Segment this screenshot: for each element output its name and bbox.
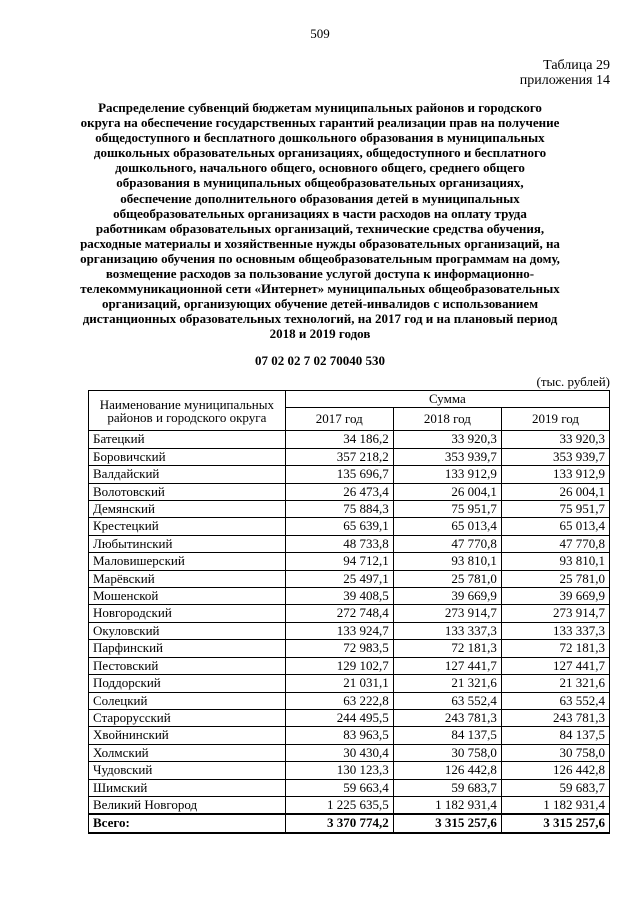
value-2017: 26 473,4 (285, 483, 393, 500)
district-name: Батецкий (89, 431, 286, 448)
value-2017: 21 031,1 (285, 675, 393, 692)
value-2018: 1 182 931,4 (393, 796, 501, 814)
value-2018: 21 321,6 (393, 675, 501, 692)
table-reference-line2: приложения 14 (519, 73, 610, 88)
value-2019: 133 337,3 (501, 622, 609, 639)
table-row (89, 675, 610, 692)
value-2017: 48 733,8 (285, 535, 393, 552)
district-name: Солецкий (89, 692, 286, 709)
value-2017: 30 430,4 (285, 744, 393, 761)
table-row (89, 605, 610, 622)
value-2018: 25 781,0 (393, 570, 501, 587)
value-2018: 63 552,4 (393, 692, 501, 709)
header-sum: Сумма (285, 391, 609, 408)
total-2017: 3 370 774,2 (285, 814, 393, 832)
value-2018: 353 939,7 (393, 448, 501, 465)
table-row (89, 570, 610, 587)
value-2018: 243 781,3 (393, 709, 501, 726)
value-2017: 244 495,5 (285, 709, 393, 726)
value-2019: 72 181,3 (501, 640, 609, 657)
table-row (89, 762, 610, 779)
header-year-2019: 2019 год (501, 408, 609, 431)
table-body (89, 431, 610, 814)
district-name: Великий Новгород (89, 796, 286, 814)
value-2019: 84 137,5 (501, 727, 609, 744)
value-2019: 273 914,7 (501, 605, 609, 622)
table-row (89, 466, 610, 483)
value-2019: 1 182 931,4 (501, 796, 609, 814)
value-2017: 272 748,4 (285, 605, 393, 622)
table-row (89, 692, 610, 709)
value-2017: 59 663,4 (285, 779, 393, 796)
value-2017: 94 712,1 (285, 553, 393, 570)
header-year-2017: 2017 год (285, 408, 393, 431)
value-2017: 34 186,2 (285, 431, 393, 448)
value-2019: 59 683,7 (501, 779, 609, 796)
value-2018: 126 442,8 (393, 762, 501, 779)
table-row (89, 657, 610, 674)
value-2019: 93 810,1 (501, 553, 609, 570)
value-2019: 21 321,6 (501, 675, 609, 692)
table-row (89, 448, 610, 465)
header-year-2018: 2018 год (393, 408, 501, 431)
table-row (89, 779, 610, 796)
value-2019: 133 912,9 (501, 466, 609, 483)
value-2018: 84 137,5 (393, 727, 501, 744)
value-2017: 39 408,5 (285, 588, 393, 605)
value-2018: 273 914,7 (393, 605, 501, 622)
value-2019: 39 669,9 (501, 588, 609, 605)
units-label: (тыс. рублей) (536, 374, 610, 389)
value-2019: 126 442,8 (501, 762, 609, 779)
value-2018: 75 951,7 (393, 501, 501, 518)
total-label: Всего: (89, 814, 286, 832)
value-2017: 83 963,5 (285, 727, 393, 744)
value-2018: 30 758,0 (393, 744, 501, 761)
table-row (89, 709, 610, 726)
table-row (89, 431, 610, 448)
header-name: Наименование муниципальных районов и городского округа (89, 391, 286, 431)
total-2018: 3 315 257,6 (393, 814, 501, 832)
value-2019: 65 013,4 (501, 518, 609, 535)
table-row (89, 518, 610, 535)
value-2017: 1 225 635,5 (285, 796, 393, 814)
value-2018: 47 770,8 (393, 535, 501, 552)
district-name: Холмский (89, 744, 286, 761)
district-name: Пестовский (89, 657, 286, 674)
district-name: Парфинский (89, 640, 286, 657)
document-title: Распределение субвенций бюджетам муниципальных районов и городского округа на обеспечение государственных гарантий реализации прав на получение общедоступного и бесплатного дошкольного образования в муниципальных дошкольных образовательных организациях, общедоступного и бесплатного дошкольного, начального общего, основного общего, среднего общего образования в муниципальных общеобразовательных организациях, обеспечение дополнительного образования детей в муниципальных общеобразовательных организациях в части расходов на оплату труда работникам образовательных организаций, технические средства обучения, расходные материалы и хозяйственные нужды образовательных организаций, на организацию обучения по основным общеобразовательным программам на дому, возмещение расходов за пользование услугой доступа к информационно-телекоммуникационной сети «Интернет» муниципальных общеобразовательных организаций, организующих обучение детей-инвалидов с использованием дистанционных образовательных технологий, на 2017 год и на плановый период 2018 и 2019 годов (80, 100, 560, 342)
value-2018: 39 669,9 (393, 588, 501, 605)
district-name: Шимский (89, 779, 286, 796)
value-2017: 135 696,7 (285, 466, 393, 483)
value-2018: 65 013,4 (393, 518, 501, 535)
value-2017: 65 639,1 (285, 518, 393, 535)
table-row (89, 622, 610, 639)
table-row (89, 535, 610, 552)
district-name: Валдайский (89, 466, 286, 483)
total-2019: 3 315 257,6 (501, 814, 609, 832)
district-name: Демянский (89, 501, 286, 518)
district-name: Поддорский (89, 675, 286, 692)
district-name: Окуловский (89, 622, 286, 639)
value-2019: 47 770,8 (501, 535, 609, 552)
value-2017: 72 983,5 (285, 640, 393, 657)
district-name: Хвойнинский (89, 727, 286, 744)
district-name: Маловишерский (89, 553, 286, 570)
value-2017: 130 123,3 (285, 762, 393, 779)
value-2018: 72 181,3 (393, 640, 501, 657)
district-name: Марёвский (89, 570, 286, 587)
district-name: Мошенской (89, 588, 286, 605)
value-2017: 129 102,7 (285, 657, 393, 674)
table-row (89, 483, 610, 500)
value-2019: 26 004,1 (501, 483, 609, 500)
value-2019: 75 951,7 (501, 501, 609, 518)
table-row (89, 553, 610, 570)
value-2018: 133 337,3 (393, 622, 501, 639)
value-2018: 133 912,9 (393, 466, 501, 483)
value-2019: 30 758,0 (501, 744, 609, 761)
district-name: Волотовский (89, 483, 286, 500)
table-row (89, 727, 610, 744)
table-reference (520, 58, 610, 88)
value-2018: 127 441,7 (393, 657, 501, 674)
subsidy-table (88, 390, 610, 834)
value-2018: 59 683,7 (393, 779, 501, 796)
district-name: Новгородский (89, 605, 286, 622)
value-2019: 127 441,7 (501, 657, 609, 674)
table-row (89, 744, 610, 761)
value-2017: 357 218,2 (285, 448, 393, 465)
page-number: 509 (310, 26, 330, 41)
table-reference-line1: Таблица 29 (543, 58, 610, 73)
value-2017: 63 222,8 (285, 692, 393, 709)
value-2018: 93 810,1 (393, 553, 501, 570)
value-2017: 133 924,7 (285, 622, 393, 639)
table-row (89, 640, 610, 657)
value-2019: 25 781,0 (501, 570, 609, 587)
value-2017: 75 884,3 (285, 501, 393, 518)
value-2019: 33 920,3 (501, 431, 609, 448)
total-row (89, 814, 610, 832)
district-name: Чудовский (89, 762, 286, 779)
table-row (89, 501, 610, 518)
value-2018: 26 004,1 (393, 483, 501, 500)
table-row (89, 796, 610, 814)
district-name: Старорусский (89, 709, 286, 726)
value-2019: 63 552,4 (501, 692, 609, 709)
district-name: Любытинский (89, 535, 286, 552)
table-row (89, 588, 610, 605)
value-2018: 33 920,3 (393, 431, 501, 448)
district-name: Боровичский (89, 448, 286, 465)
value-2019: 243 781,3 (501, 709, 609, 726)
value-2019: 353 939,7 (501, 448, 609, 465)
district-name: Крестецкий (89, 518, 286, 535)
budget-classification-code: 07 02 02 7 02 70040 530 (255, 353, 385, 368)
value-2017: 25 497,1 (285, 570, 393, 587)
